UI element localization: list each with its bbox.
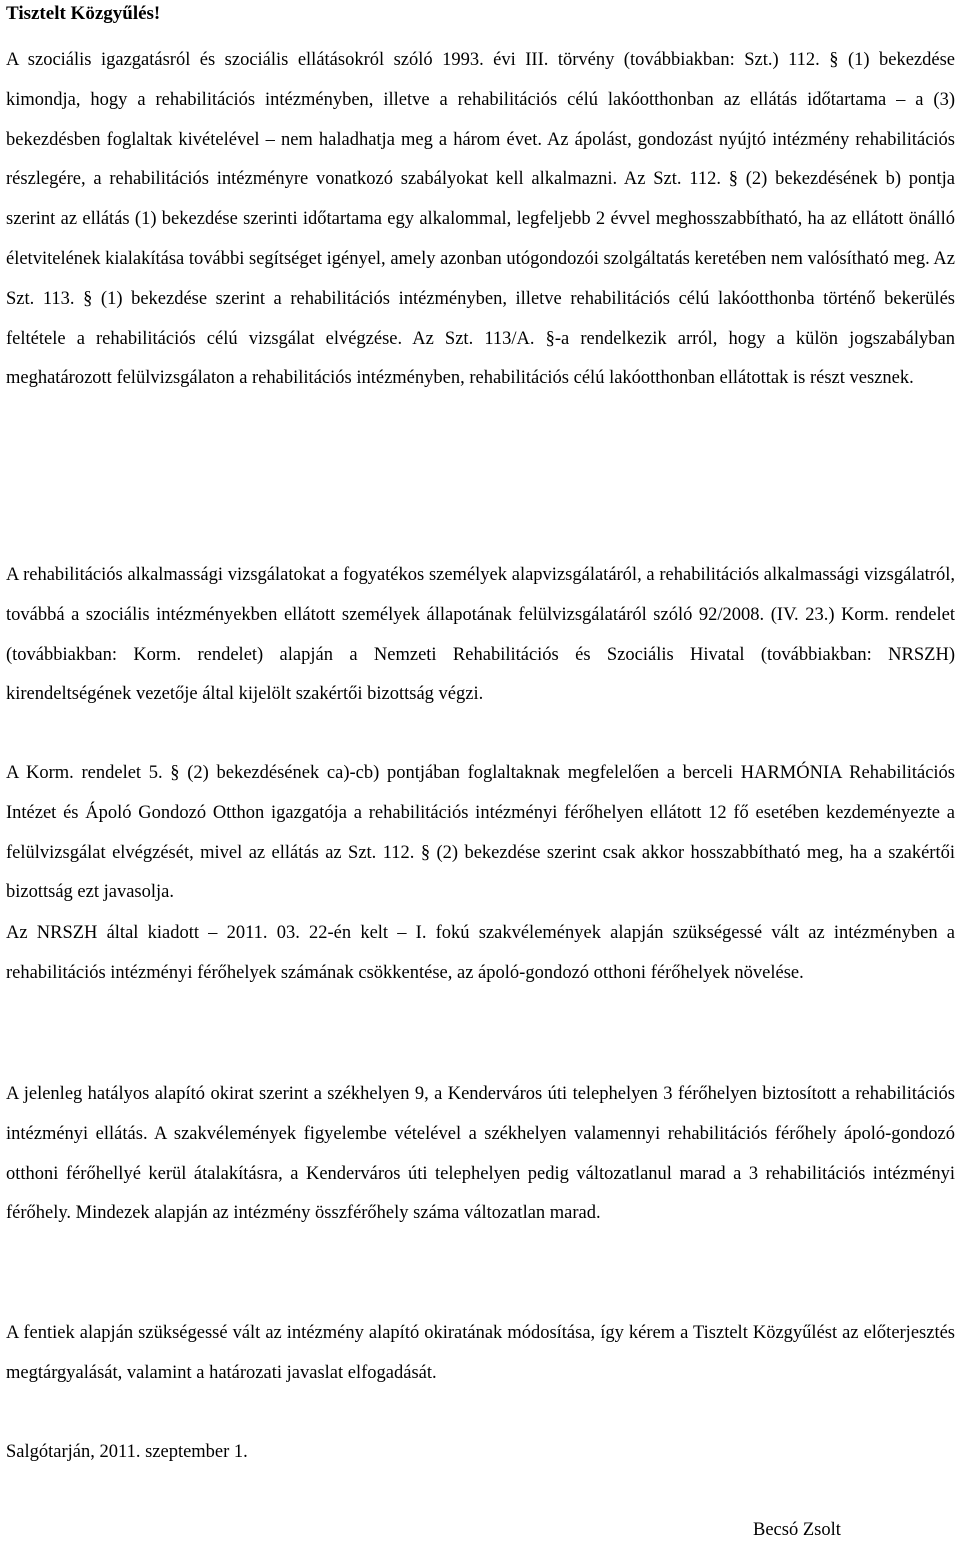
paragraph-request: A fentiek alapján szükségessé vált az intézmény alapító okiratának módosítása, így kérem a Tisztelt Közgyűlést az előterjesztés megtárgyalását, valamint a határozati javaslat elfogadását.: [6, 1323, 955, 1383]
paragraph-harmonia: A Korm. rendelet 5. § (2) bekezdésének ca)-cb) pontjában foglaltaknak megfelelően a berceli HARMÓNIA Rehabilitációs Intézet és Ápoló Gondozó Otthon igazgatója a rehabilitációs intézményi férőhelyen ellátott 12 fő esetében kezdeményezte a felülvizsgálat elvégzését, mivel az ellátás az Szt. 112. § (2) bekezdése szerint csak akkor hosszabbítható meg, ha a szakértői bizottság ezt javasolja.: [6, 763, 955, 903]
signature-name: Becsó Zsolt: [753, 1520, 841, 1540]
paragraph-capacity: A jelenleg hatályos alapító okirat szerint a székhelyen 9, a Kenderváros úti telephelyen 3 férőhelyen biztosított a rehabilitációs intézményi ellátás. A szakvélemények figyelembe vételével a székhelyen valamennyi rehabilitációs férőhely ápoló-gondozó otthoni férőhellyé kerül átalakításra, a Kenderváros úti telephelyen pedig változatlanul marad a 3 rehabilitációs intézményi férőhely. Mindezek alapján az intézmény összférőhely száma változatlan marad.: [6, 1084, 955, 1224]
salutation-heading: Tisztelt Közgyűlés!: [6, 3, 161, 24]
paragraph-szt-rules: A szociális igazgatásról és szociális ellátásokról szóló 1993. évi III. törvény (továbbiakban: Szt.) 112. § (1) bekezdése kimondja, hogy a rehabilitációs intézményben, illetve a rehabilitációs célú lakóotthonban az ellátás időtartama – a (3) bekezdésben foglaltak kivételével – nem haladhatja meg a három évet. Az ápolást, gondozást nyújtó intézmény rehabilitációs részlegére, a rehabilitációs intézményre vonatkozó szabályokat kell alkalmazni. Az Szt. 112. § (2) bekezdésének b) pontja szerint az ellátás (1) bekezdése szerinti időtartama egy alkalommal, legfeljebb 2 évvel meghosszabbítható, ha az ellátott önálló életvitelének kialakítása további segítséget igényel, amely azonban utógondozói szolgáltatás keretében nem valósítható meg. Az Szt. 113. § (1) bekezdése szerint a rehabilitációs intézményben, illetve rehabilitációs célú lakóotthonba történő bekerülés feltétele a rehabilitációs célú vizsgálat elvégzése. Az Szt. 113/A. §-a rendelkezik arról, hogy a külön jogszabályban meghatározott felülvizsgálaton a rehabilitációs intézményben, rehabilitációs célú lakóotthonban ellátottak is részt vesznek.: [6, 50, 955, 389]
place-date: Salgótarján, 2011. szeptember 1.: [6, 1442, 248, 1462]
paragraph-korm-rendelet: A rehabilitációs alkalmassági vizsgálatokat a fogyatékos személyek alapvizsgálatáról, a rehabilitációs alkalmassági vizsgálatról, továbbá a szociális intézményekben ellátott személyek állapotának felülvizsgálatáról szóló 92/2008. (IV. 23.) Korm. rendelet (továbbiakban: Korm. rendelet) alapján a Nemzeti Rehabilitációs és Szociális Hivatal (továbbiakban: NRSZH) kirendeltségének vezetője által kijelölt szakértői bizottság végzi.: [6, 565, 955, 705]
paragraph-nrszh-opinion: Az NRSZH által kiadott – 2011. 03. 22-én kelt – I. fokú szakvélemények alapján szükségessé vált az intézményben a rehabilitációs intézményi férőhelyek számának csökkentése, az ápoló-gondozó otthoni férőhelyek növelése.: [6, 923, 955, 983]
